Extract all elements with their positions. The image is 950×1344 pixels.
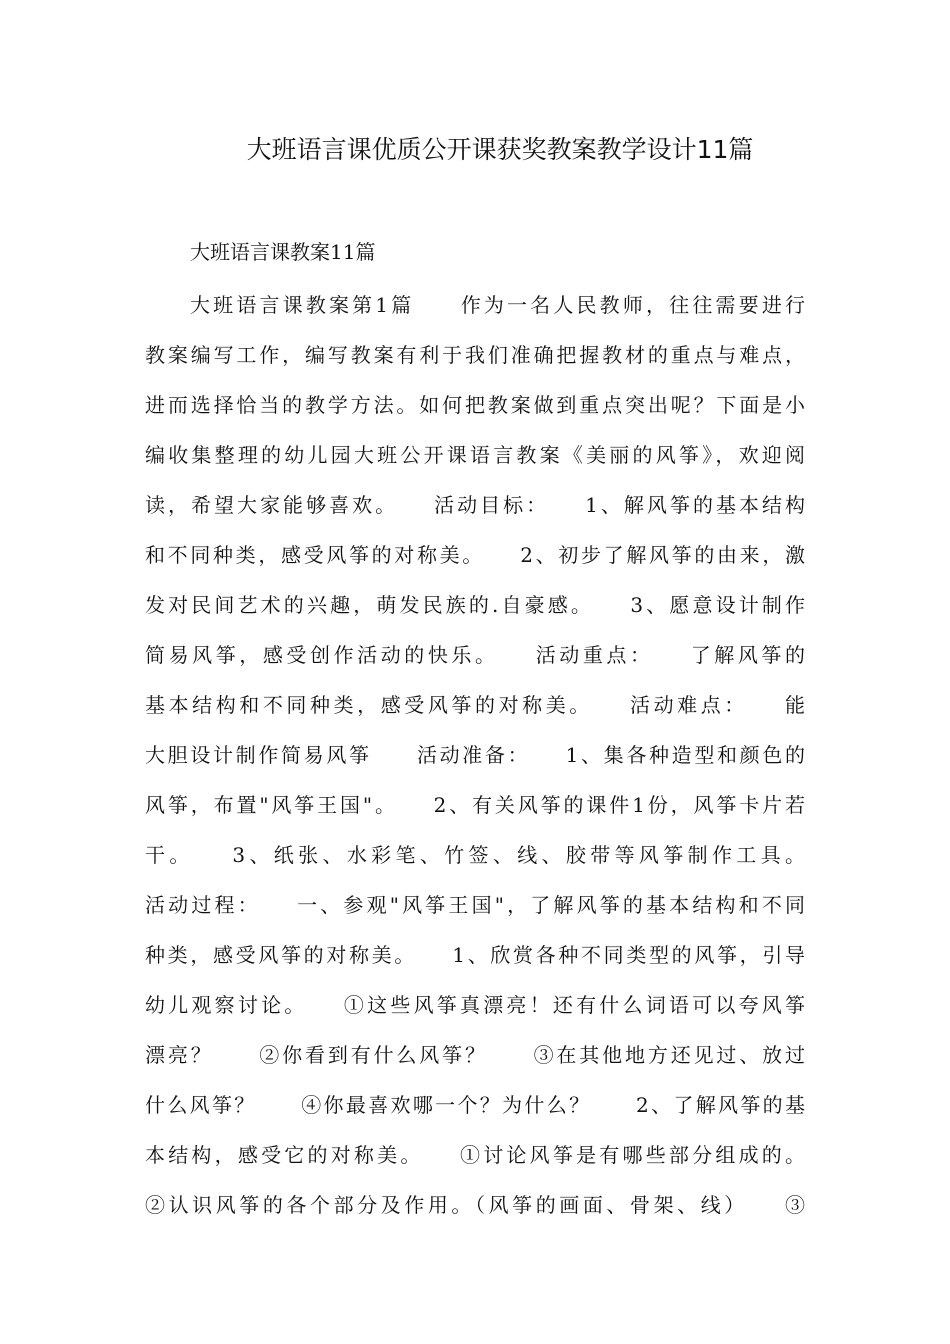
text-line: 本结构，感受它的对称美。 ①讨论风筝是有哪些部分组成的。 (145, 1143, 805, 1167)
text-line: 干。 3、纸张、水彩笔、竹签、线、胶带等风筝制作工具。 (145, 843, 805, 867)
text-line: 进而选择恰当的教学方法。如何把教案做到重点突出呢？下面是小 (145, 393, 805, 417)
page-title: 大班语言课优质公开课获奖教案教学设计11篇 (246, 135, 754, 164)
text-line: 基本结构和不同种类，感受风筝的对称美。 活动难点： 能 (145, 693, 805, 717)
text-line: 编收集整理的幼儿园大班公开课语言教案《美丽的风筝》，欢迎阅 (145, 443, 805, 467)
section-subtitle: 大班语言课教案11篇 (190, 240, 376, 264)
text-line: 简易风筝，感受创作活动的快乐。 活动重点： 了解风筝的 (145, 643, 805, 667)
body-text (145, 280, 805, 1230)
text-line: 活动过程： 一、参观"风筝王国"，了解风筝的基本结构和不同 (145, 893, 805, 917)
text-line: 漂亮？ ②你看到有什么风筝？ ③在其他地方还见过、放过 (145, 1043, 805, 1067)
text-line: 幼儿观察讨论。 ①这些风筝真漂亮！还有什么词语可以夸风筝 (145, 993, 805, 1017)
text-line: 大班语言课教案第1篇 作为一名人民教师，往往需要进行 (190, 293, 805, 317)
text-line: 风筝，布置"风筝王国"。 2、有关风筝的课件1份，风筝卡片若 (145, 793, 805, 817)
text-line: 发对民间艺术的兴趣，萌发民族的.自豪感。 3、愿意设计制作 (145, 593, 805, 617)
text-line: 和不同种类，感受风筝的对称美。 2、初步了解风筝的由来，激 (145, 543, 805, 567)
text-line: 什么风筝？ ④你最喜欢哪一个？为什么？ 2、了解风筝的基 (145, 1093, 805, 1117)
text-line: ②认识风筝的各个部分及作用。（风筝的画面、骨架、线） ③ (145, 1193, 805, 1217)
text-line: 读，希望大家能够喜欢。 活动目标： 1、解风筝的基本结构 (145, 493, 805, 517)
text-line: 教案编写工作，编写教案有利于我们准确把握教材的重点与难点， (145, 343, 805, 367)
text-line: 种类，感受风筝的对称美。 1、欣赏各种不同类型的风筝，引导 (145, 943, 805, 967)
text-line: 大胆设计制作简易风筝 活动准备： 1、集各种造型和颜色的 (145, 743, 805, 767)
